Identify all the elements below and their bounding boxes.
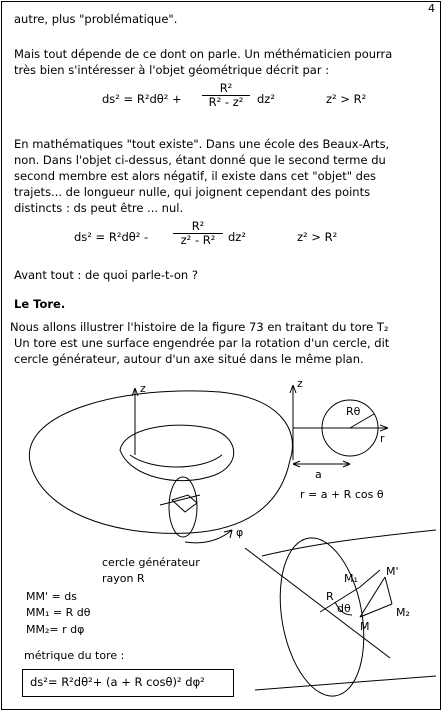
text-line: Un tore est une surface engendrée par la rotation d'un cercle, dit xyxy=(14,336,390,350)
zoom-m2-line xyxy=(360,604,392,617)
torus-axis-label: z xyxy=(140,382,146,395)
text-line: cercle générateur, autour d'un axe situé dans le même plan. xyxy=(14,352,364,366)
equation-2-condition: z² > R² xyxy=(297,230,338,244)
text-line: Mais tout dépende de ce dont on parle. Un méthématicien pourra xyxy=(14,47,393,61)
definition-line: MM' = ds xyxy=(26,590,77,603)
text-line: distincts : ds peut être ... nul. xyxy=(14,201,184,215)
equation-2-lhs: ds² = R²dθ² - xyxy=(74,230,149,244)
text-line: second membre est alors négatif, il existe dans cet "objet" des xyxy=(14,169,377,183)
relation-text: r = a + R cos θ xyxy=(300,488,384,501)
zoom-mprime-m2 xyxy=(385,577,392,604)
torus-inner-hole xyxy=(120,425,234,480)
fraction-numerator: R² xyxy=(191,219,205,233)
fraction-denominator: z² - R² xyxy=(180,233,216,247)
equation-1-condition: z² > R² xyxy=(326,92,367,106)
zoom-ellipse xyxy=(269,531,376,702)
equation-1-tail: dz² xyxy=(257,92,275,106)
text-line: Nous allons illustrer l'histoire de la figure 73 en traitant du tore T₂ xyxy=(10,320,389,334)
tube-upper-edge xyxy=(262,530,436,556)
text-line: autre, plus "problématique". xyxy=(14,12,178,26)
section-z-label: z xyxy=(297,377,303,390)
phi-label: φ xyxy=(236,526,244,539)
zoom-label-r: R xyxy=(326,590,334,603)
equation-1-lhs: ds² = R²dθ² + xyxy=(102,92,182,106)
caption-line-1: cercle générateur xyxy=(102,556,200,569)
generator-detail xyxy=(172,495,197,512)
section-radius-label: Rθ xyxy=(346,405,361,418)
metric-title: métrique du tore : xyxy=(24,649,125,662)
section-a-label: a xyxy=(315,468,322,481)
text-line: Avant tout : de quoi parle-t-on ? xyxy=(14,268,198,282)
zoom-label-mprime: M' xyxy=(386,565,399,578)
fraction-denominator: R² - z² xyxy=(208,95,244,109)
torus-inner-lip xyxy=(130,455,222,467)
generator-circle xyxy=(169,477,197,537)
definition-line: MM₂= r dφ xyxy=(26,623,85,636)
text-line: trajets... de longueur nulle, qui joignent cependant des points xyxy=(14,185,371,199)
text-line: En mathématiques "tout existe". Dans une école des Beaux-Arts, xyxy=(14,137,390,151)
text-line: non. Dans l'objet ci-dessus, étant donné que le second terme du xyxy=(14,153,386,167)
tube-lower-edge xyxy=(255,676,436,690)
zoom-m1-line xyxy=(360,570,380,587)
zoom-label-dtheta: dθ xyxy=(337,602,351,615)
metric-formula: ds²= R²dθ²+ (a + R cosθ)² dφ² xyxy=(30,675,205,689)
caption-line-2: rayon R xyxy=(102,572,145,585)
fraction-numerator: R² xyxy=(219,81,233,95)
torus-outer-outline xyxy=(29,391,292,534)
zoom-label-m2: M₂ xyxy=(396,606,410,619)
page-number: 4 xyxy=(428,2,435,15)
zoom-label-m: M xyxy=(360,620,370,633)
equation-2-tail: dz² xyxy=(228,230,246,244)
section-r-label: r xyxy=(380,432,385,445)
text-line: très bien s'intéresser à l'objet géométrique décrit par : xyxy=(14,63,330,77)
zoom-label-m1: M₁ xyxy=(344,572,358,585)
definition-line: MM₁ = R dθ xyxy=(26,606,91,619)
zoom-mprime-line xyxy=(360,577,385,617)
section-title: Le Tore. xyxy=(14,297,66,311)
